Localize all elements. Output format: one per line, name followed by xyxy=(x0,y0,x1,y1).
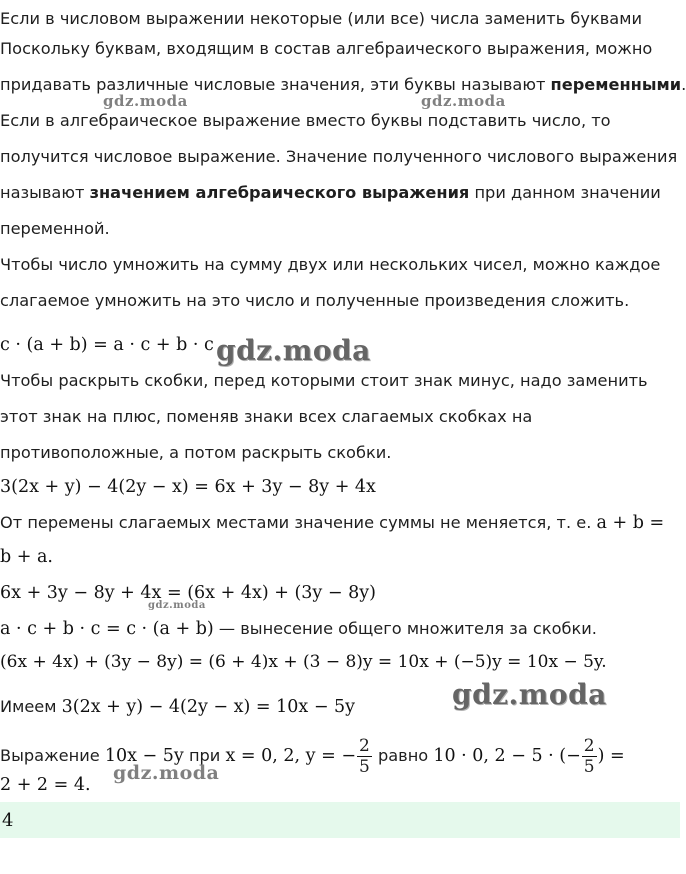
inline-formula: a · c + b · c = c · (a + b) xyxy=(0,619,214,639)
inline-formula: 10 · 0, 2 − 5 · (− xyxy=(433,746,581,766)
paragraph-line: Если в числовом выражении некоторые (или все) числа заменить буквами xyxy=(0,9,642,28)
term-expression-value: значением алгебраического выражения xyxy=(89,183,470,202)
paragraph-line: Если в алгебраическое выражение вместо буквы подставить число, то xyxy=(0,111,611,130)
watermark: gdz.moda xyxy=(216,334,371,367)
inline-formula: ) = xyxy=(597,746,625,766)
fraction-numerator: 2 xyxy=(358,736,370,756)
paragraph-line: переменной. xyxy=(0,219,110,238)
paragraph-line xyxy=(0,182,661,204)
inline-formula: a + b = xyxy=(596,513,665,533)
formula-result: 2 + 2 = 4. xyxy=(0,775,91,795)
text-span: при данном значении xyxy=(469,183,661,202)
fraction xyxy=(582,736,597,777)
text-span: — вынесение общего множителя за скобки. xyxy=(213,619,597,638)
text-span: Выражение xyxy=(0,746,105,765)
paragraph-line xyxy=(0,736,625,777)
paragraph-line xyxy=(0,512,664,534)
paragraph-line: слагаемое умножить на это число и полученные произведения сложить. xyxy=(0,291,630,310)
fraction-numerator: 2 xyxy=(583,736,595,756)
paragraph-line: получится числовое выражение. Значение полученного числового выражения xyxy=(0,147,678,166)
formula-regroup: 6x + 3y − 8y + 4x = (6x + 4x) + (3y − 8y) xyxy=(0,583,376,603)
paragraph-line: противоположные, а потом раскрыть скобки. xyxy=(0,443,392,462)
inline-formula: 10x − 5y xyxy=(104,746,184,766)
text-span: равно xyxy=(372,746,434,765)
fraction-denominator: 5 xyxy=(358,757,370,777)
text-span: . xyxy=(681,75,686,94)
text-span: называют xyxy=(0,183,90,202)
paragraph-line: Поскольку буквам, входящим в состав алгебраического выражения, можно xyxy=(0,39,653,58)
formula-expand: 3(2x + y) − 4(2y − x) = 6x + 3y − 8y + 4x xyxy=(0,477,376,497)
formula-distributive: c · (a + b) = a · c + b · c xyxy=(0,335,214,355)
text-span: Имеем xyxy=(0,697,62,716)
watermark: gdz.moda xyxy=(113,762,220,784)
watermark: gdz.moda xyxy=(103,92,188,110)
term-variables: переменными xyxy=(550,75,682,94)
paragraph-line: Чтобы раскрыть скобки, перед которыми стоит знак минус, надо заменить xyxy=(0,371,648,390)
text-span: придавать различные числовые значения, эти буквы называют xyxy=(0,75,551,94)
paragraph-line xyxy=(0,618,597,640)
inline-formula: 3(2x + y) − 4(2y − x) = 10x − 5y xyxy=(61,697,356,717)
fraction xyxy=(357,736,372,777)
inline-formula: b + a. xyxy=(0,547,53,567)
inline-formula: x = 0, 2, y = − xyxy=(225,746,356,766)
paragraph-line xyxy=(0,696,355,718)
answer-value: 4 xyxy=(2,810,14,831)
watermark: gdz.moda xyxy=(148,600,206,611)
watermark: gdz.moda xyxy=(421,92,506,110)
formula-simplify: (6x + 4x) + (3y − 8y) = (6 + 4)x + (3 − 8)y = 10x + (−5)y = 10x − 5y. xyxy=(0,652,607,672)
text-span: От перемены слагаемых местами значение суммы не меняется, т. е. xyxy=(0,513,597,532)
paragraph-line: этот знак на плюс, поменяв знаки всех слагаемых скобках на xyxy=(0,407,533,426)
text-span: при xyxy=(183,746,226,765)
watermark: gdz.moda xyxy=(452,678,607,711)
answer-box xyxy=(0,802,680,838)
fraction-denominator: 5 xyxy=(583,757,595,777)
paragraph-line: Чтобы число умножить на сумму двух или нескольких чисел, можно каждое xyxy=(0,255,661,274)
